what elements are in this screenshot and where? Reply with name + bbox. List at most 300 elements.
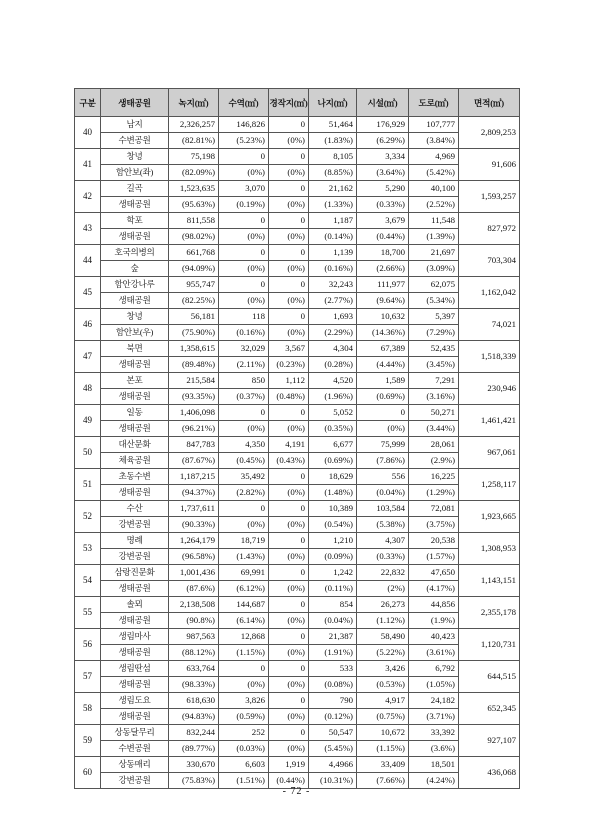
- percent-cell: (87.6%): [169, 581, 219, 597]
- value-cell: 18,629: [309, 469, 357, 485]
- table-row-percent: [75, 421, 520, 437]
- park-name-line1: 함안강나루: [101, 277, 169, 293]
- percent-cell: (8.85%): [309, 165, 357, 181]
- value-cell: 5,397: [409, 309, 459, 325]
- percent-cell: (75.83%): [169, 773, 219, 789]
- value-cell: 69,991: [219, 565, 269, 581]
- value-cell: 0: [219, 245, 269, 261]
- value-cell: 0: [357, 405, 409, 421]
- table-row: [75, 373, 520, 389]
- percent-cell: (1.83%): [309, 133, 357, 149]
- value-cell: 4,917: [357, 693, 409, 709]
- value-cell: 51,464: [309, 117, 357, 133]
- table-row-percent: [75, 261, 520, 277]
- percent-cell: (82.81%): [169, 133, 219, 149]
- park-name-line2: 생태공원: [101, 709, 169, 725]
- header-green: 녹지(㎡): [169, 89, 219, 117]
- value-cell: 35,492: [219, 469, 269, 485]
- value-cell: 33,392: [409, 725, 459, 741]
- table-row-percent: [75, 165, 520, 181]
- park-name-line2: 생태공원: [101, 613, 169, 629]
- value-cell: 3,679: [357, 213, 409, 229]
- percent-cell: (0%): [269, 613, 309, 629]
- percent-cell: (0%): [269, 325, 309, 341]
- row-id: 44: [75, 245, 101, 277]
- percent-cell: (0.69%): [309, 453, 357, 469]
- value-cell: 103,584: [357, 501, 409, 517]
- park-name-line2: 강변공원: [101, 517, 169, 533]
- park-name-line1: 북면: [101, 341, 169, 357]
- value-cell: 4,4966: [309, 757, 357, 773]
- percent-cell: (2.52%): [409, 197, 459, 213]
- percent-cell: (82.25%): [169, 293, 219, 309]
- table-row-percent: [75, 709, 520, 725]
- value-cell: 18,501: [409, 757, 459, 773]
- value-cell: 118: [219, 309, 269, 325]
- percent-cell: (0%): [269, 709, 309, 725]
- percent-cell: (7.66%): [357, 773, 409, 789]
- percent-cell: (5.45%): [309, 741, 357, 757]
- percent-cell: (89.48%): [169, 357, 219, 373]
- value-cell: 854: [309, 597, 357, 613]
- value-cell: 533: [309, 661, 357, 677]
- percent-cell: (2.9%): [409, 453, 459, 469]
- total-area-cell: 827,972: [459, 213, 520, 245]
- value-cell: 21,162: [309, 181, 357, 197]
- percent-cell: (7.29%): [409, 325, 459, 341]
- value-cell: 1,523,635: [169, 181, 219, 197]
- table-row-percent: [75, 197, 520, 213]
- percent-cell: (0.43%): [269, 453, 309, 469]
- value-cell: 4,304: [309, 341, 357, 357]
- table-row-percent: [75, 229, 520, 245]
- value-cell: 0: [219, 149, 269, 165]
- value-cell: 0: [219, 661, 269, 677]
- table-row: [75, 405, 520, 421]
- table-row-percent: [75, 293, 520, 309]
- value-cell: 1,264,179: [169, 533, 219, 549]
- percent-cell: (0%): [269, 421, 309, 437]
- value-cell: 0: [269, 277, 309, 293]
- table-row: [75, 757, 520, 773]
- row-id: 45: [75, 277, 101, 309]
- value-cell: 790: [309, 693, 357, 709]
- percent-cell: (0.35%): [309, 421, 357, 437]
- row-id: 55: [75, 597, 101, 629]
- percent-cell: (0.37%): [219, 389, 269, 405]
- park-name-line1: 상동매리: [101, 757, 169, 773]
- percent-cell: (82.09%): [169, 165, 219, 181]
- value-cell: 6,792: [409, 661, 459, 677]
- value-cell: 21,697: [409, 245, 459, 261]
- park-name-line1: 솔뫼: [101, 597, 169, 613]
- percent-cell: (0%): [219, 293, 269, 309]
- value-cell: 0: [269, 501, 309, 517]
- value-cell: 2,138,508: [169, 597, 219, 613]
- value-cell: 0: [219, 277, 269, 293]
- table-row-percent: [75, 741, 520, 757]
- value-cell: 252: [219, 725, 269, 741]
- total-area-cell: 230,946: [459, 373, 520, 405]
- value-cell: 330,670: [169, 757, 219, 773]
- percent-cell: (0%): [357, 421, 409, 437]
- table-row: [75, 533, 520, 549]
- percent-cell: (3.44%): [409, 421, 459, 437]
- value-cell: 107,777: [409, 117, 459, 133]
- total-area-cell: 436,068: [459, 757, 520, 789]
- row-id: 47: [75, 341, 101, 373]
- table-row-percent: [75, 133, 520, 149]
- total-area-cell: 1,308,953: [459, 533, 520, 565]
- table-row: [75, 309, 520, 325]
- percent-cell: (75.90%): [169, 325, 219, 341]
- park-name-line1: 초동수변: [101, 469, 169, 485]
- table-row: [75, 661, 520, 677]
- header-farmland: 경작지(㎡): [269, 89, 309, 117]
- park-name-line2: 강변공원: [101, 773, 169, 789]
- park-name-line1: 생림마사: [101, 629, 169, 645]
- percent-cell: (0.11%): [309, 581, 357, 597]
- percent-cell: (0.54%): [309, 517, 357, 533]
- park-name-line2: 함안보(좌): [101, 165, 169, 181]
- percent-cell: (0.33%): [357, 549, 409, 565]
- percent-cell: (0%): [219, 261, 269, 277]
- park-name-line1: 창녕: [101, 149, 169, 165]
- percent-cell: (1.29%): [409, 485, 459, 501]
- percent-cell: (9.64%): [357, 293, 409, 309]
- park-name-line1: 일동: [101, 405, 169, 421]
- percent-cell: (5.23%): [219, 133, 269, 149]
- value-cell: 144,687: [219, 597, 269, 613]
- value-cell: 2,326,257: [169, 117, 219, 133]
- park-name-line2: 생태공원: [101, 357, 169, 373]
- percent-cell: (0.04%): [357, 485, 409, 501]
- value-cell: 58,490: [357, 629, 409, 645]
- value-cell: 0: [269, 693, 309, 709]
- table-row-percent: [75, 389, 520, 405]
- value-cell: 4,520: [309, 373, 357, 389]
- park-name-line2: 생태공원: [101, 677, 169, 693]
- park-name-line2: 숲: [101, 261, 169, 277]
- value-cell: 661,768: [169, 245, 219, 261]
- percent-cell: (1.05%): [409, 677, 459, 693]
- row-id: 50: [75, 437, 101, 469]
- park-name-line2: 수변공원: [101, 133, 169, 149]
- value-cell: 0: [269, 725, 309, 741]
- table-body: [75, 117, 520, 789]
- value-cell: 0: [269, 117, 309, 133]
- total-area-cell: 1,923,665: [459, 501, 520, 533]
- header-water: 수역(㎡): [219, 89, 269, 117]
- value-cell: 24,182: [409, 693, 459, 709]
- percent-cell: (1.9%): [409, 613, 459, 629]
- value-cell: 18,700: [357, 245, 409, 261]
- percent-cell: (0.19%): [219, 197, 269, 213]
- row-id: 49: [75, 405, 101, 437]
- value-cell: 26,273: [357, 597, 409, 613]
- page-number: - 72 -: [282, 786, 311, 797]
- park-name-line2: 수변공원: [101, 741, 169, 757]
- percent-cell: (3.71%): [409, 709, 459, 725]
- value-cell: 0: [269, 405, 309, 421]
- value-cell: 50,271: [409, 405, 459, 421]
- value-cell: 12,868: [219, 629, 269, 645]
- row-id: 51: [75, 469, 101, 501]
- park-name-line2: 생태공원: [101, 197, 169, 213]
- total-area-cell: 652,345: [459, 693, 520, 725]
- value-cell: 6,603: [219, 757, 269, 773]
- percent-cell: (0%): [269, 261, 309, 277]
- table-row-percent: [75, 325, 520, 341]
- percent-cell: (1.33%): [309, 197, 357, 213]
- value-cell: 7,291: [409, 373, 459, 389]
- value-cell: 10,672: [357, 725, 409, 741]
- percent-cell: (0.44%): [357, 229, 409, 245]
- park-name-line1: 수산: [101, 501, 169, 517]
- percent-cell: (3.6%): [409, 741, 459, 757]
- percent-cell: (3.84%): [409, 133, 459, 149]
- value-cell: 1,187,215: [169, 469, 219, 485]
- value-cell: 1,210: [309, 533, 357, 549]
- percent-cell: (0.03%): [219, 741, 269, 757]
- value-cell: 0: [269, 565, 309, 581]
- value-cell: 0: [219, 405, 269, 421]
- value-cell: 5,052: [309, 405, 357, 421]
- park-name-line1: 생림도요: [101, 693, 169, 709]
- value-cell: 987,563: [169, 629, 219, 645]
- percent-cell: (4.24%): [409, 773, 459, 789]
- percent-cell: (0.16%): [309, 261, 357, 277]
- value-cell: 4,969: [409, 149, 459, 165]
- value-cell: 3,070: [219, 181, 269, 197]
- percent-cell: (14.36%): [357, 325, 409, 341]
- percent-cell: (2.11%): [219, 357, 269, 373]
- park-name-line2: 함안보(우): [101, 325, 169, 341]
- table-row: [75, 277, 520, 293]
- total-area-cell: 2,355,178: [459, 597, 520, 629]
- percent-cell: (5.42%): [409, 165, 459, 181]
- percent-cell: (0%): [269, 485, 309, 501]
- total-area-cell: 703,304: [459, 245, 520, 277]
- percent-cell: (0%): [269, 133, 309, 149]
- table-row: [75, 501, 520, 517]
- percent-cell: (3.64%): [357, 165, 409, 181]
- percent-cell: (1.12%): [357, 613, 409, 629]
- percent-cell: (0%): [219, 165, 269, 181]
- park-name-line2: 생태공원: [101, 485, 169, 501]
- percent-cell: (1.48%): [309, 485, 357, 501]
- value-cell: 215,584: [169, 373, 219, 389]
- park-name-line1: 대산문화: [101, 437, 169, 453]
- percent-cell: (96.58%): [169, 549, 219, 565]
- total-area-cell: 1,258,117: [459, 469, 520, 501]
- park-name-line1: 길곡: [101, 181, 169, 197]
- percent-cell: (90.33%): [169, 517, 219, 533]
- percent-cell: (0.33%): [357, 197, 409, 213]
- table-row-percent: [75, 677, 520, 693]
- value-cell: 1,919: [269, 757, 309, 773]
- park-name-line1: 남지: [101, 117, 169, 133]
- value-cell: 3,826: [219, 693, 269, 709]
- value-cell: 1,187: [309, 213, 357, 229]
- percent-cell: (0.08%): [309, 677, 357, 693]
- row-id: 54: [75, 565, 101, 597]
- table-row: [75, 565, 520, 581]
- percent-cell: (94.09%): [169, 261, 219, 277]
- percent-cell: (2.77%): [309, 293, 357, 309]
- percent-cell: (2.82%): [219, 485, 269, 501]
- table-row: [75, 693, 520, 709]
- value-cell: 4,307: [357, 533, 409, 549]
- percent-cell: (0%): [269, 229, 309, 245]
- value-cell: 47,650: [409, 565, 459, 581]
- value-cell: 40,423: [409, 629, 459, 645]
- table-row-percent: [75, 517, 520, 533]
- value-cell: 0: [269, 149, 309, 165]
- value-cell: 28,061: [409, 437, 459, 453]
- value-cell: 955,747: [169, 277, 219, 293]
- percent-cell: (1.15%): [219, 645, 269, 661]
- percent-cell: (5.38%): [357, 517, 409, 533]
- percent-cell: (0.23%): [269, 357, 309, 373]
- value-cell: 1,693: [309, 309, 357, 325]
- row-id: 58: [75, 693, 101, 725]
- park-name-line1: 본포: [101, 373, 169, 389]
- percent-cell: (90.8%): [169, 613, 219, 629]
- percent-cell: (2.66%): [357, 261, 409, 277]
- park-name-line2: 생태공원: [101, 421, 169, 437]
- value-cell: 18,719: [219, 533, 269, 549]
- percent-cell: (6.14%): [219, 613, 269, 629]
- total-area-cell: 2,809,253: [459, 117, 520, 149]
- percent-cell: (3.61%): [409, 645, 459, 661]
- value-cell: 56,181: [169, 309, 219, 325]
- value-cell: 72,081: [409, 501, 459, 517]
- percent-cell: (96.21%): [169, 421, 219, 437]
- table-row: [75, 245, 520, 261]
- percent-cell: (95.63%): [169, 197, 219, 213]
- table-row: [75, 469, 520, 485]
- value-cell: 850: [219, 373, 269, 389]
- percent-cell: (0%): [269, 165, 309, 181]
- value-cell: 32,243: [309, 277, 357, 293]
- percent-cell: (6.29%): [357, 133, 409, 149]
- value-cell: 20,538: [409, 533, 459, 549]
- table-row: [75, 437, 520, 453]
- row-id: 46: [75, 309, 101, 341]
- value-cell: 3,567: [269, 341, 309, 357]
- percent-cell: (1.51%): [219, 773, 269, 789]
- percent-cell: (1.96%): [309, 389, 357, 405]
- percent-cell: (1.39%): [409, 229, 459, 245]
- row-id: 59: [75, 725, 101, 757]
- percent-cell: (0.53%): [357, 677, 409, 693]
- value-cell: 1,242: [309, 565, 357, 581]
- value-cell: 1,589: [357, 373, 409, 389]
- table-row: [75, 149, 520, 165]
- percent-cell: (0.28%): [309, 357, 357, 373]
- table-row: [75, 213, 520, 229]
- value-cell: 0: [269, 661, 309, 677]
- value-cell: 4,350: [219, 437, 269, 453]
- percent-cell: (0%): [219, 517, 269, 533]
- percent-cell: (0.69%): [357, 389, 409, 405]
- table-row-percent: [75, 357, 520, 373]
- value-cell: 21,387: [309, 629, 357, 645]
- percent-cell: (2.29%): [309, 325, 357, 341]
- table-row-percent: [75, 453, 520, 469]
- value-cell: 832,244: [169, 725, 219, 741]
- percent-cell: (0.14%): [309, 229, 357, 245]
- header-area: 면적(㎡): [459, 89, 520, 117]
- table-row: [75, 629, 520, 645]
- percent-cell: (1.91%): [309, 645, 357, 661]
- percent-cell: (5.34%): [409, 293, 459, 309]
- percent-cell: (10.31%): [309, 773, 357, 789]
- percent-cell: (3.45%): [409, 357, 459, 373]
- value-cell: 3,426: [357, 661, 409, 677]
- park-name-line1: 상동달무리: [101, 725, 169, 741]
- row-id: 43: [75, 213, 101, 245]
- value-cell: 0: [219, 213, 269, 229]
- percent-cell: (3.16%): [409, 389, 459, 405]
- percent-cell: (0%): [269, 197, 309, 213]
- percent-cell: (87.67%): [169, 453, 219, 469]
- table-row: [75, 181, 520, 197]
- value-cell: 44,856: [409, 597, 459, 613]
- value-cell: 50,547: [309, 725, 357, 741]
- value-cell: 5,290: [357, 181, 409, 197]
- row-id: 41: [75, 149, 101, 181]
- value-cell: 16,225: [409, 469, 459, 485]
- table-row-percent: [75, 485, 520, 501]
- percent-cell: (0%): [269, 645, 309, 661]
- row-id: 42: [75, 181, 101, 213]
- total-area-cell: 91,606: [459, 149, 520, 181]
- value-cell: 556: [357, 469, 409, 485]
- header-bare: 나지(㎡): [309, 89, 357, 117]
- value-cell: 3,334: [357, 149, 409, 165]
- table-row: [75, 117, 520, 133]
- value-cell: 10,389: [309, 501, 357, 517]
- header-park: 생태공원: [101, 89, 169, 117]
- percent-cell: (4.17%): [409, 581, 459, 597]
- row-id: 57: [75, 661, 101, 693]
- percent-cell: (1.57%): [409, 549, 459, 565]
- percent-cell: (0.09%): [309, 549, 357, 565]
- value-cell: 146,826: [219, 117, 269, 133]
- value-cell: 0: [269, 469, 309, 485]
- percent-cell: (3.09%): [409, 261, 459, 277]
- table-row: [75, 597, 520, 613]
- percent-cell: (0%): [269, 741, 309, 757]
- value-cell: 0: [269, 597, 309, 613]
- percent-cell: (0%): [269, 581, 309, 597]
- row-id: 48: [75, 373, 101, 405]
- percent-cell: (0%): [269, 549, 309, 565]
- header-division: 구분: [75, 89, 101, 117]
- value-cell: 0: [269, 245, 309, 261]
- table-row-percent: [75, 549, 520, 565]
- percent-cell: (0.44%): [269, 773, 309, 789]
- header-road: 도로(㎡): [409, 89, 459, 117]
- value-cell: 1,112: [269, 373, 309, 389]
- total-area-cell: 644,515: [459, 661, 520, 693]
- value-cell: 75,999: [357, 437, 409, 453]
- percent-cell: (0%): [219, 421, 269, 437]
- percent-cell: (6.12%): [219, 581, 269, 597]
- percent-cell: (4.44%): [357, 357, 409, 373]
